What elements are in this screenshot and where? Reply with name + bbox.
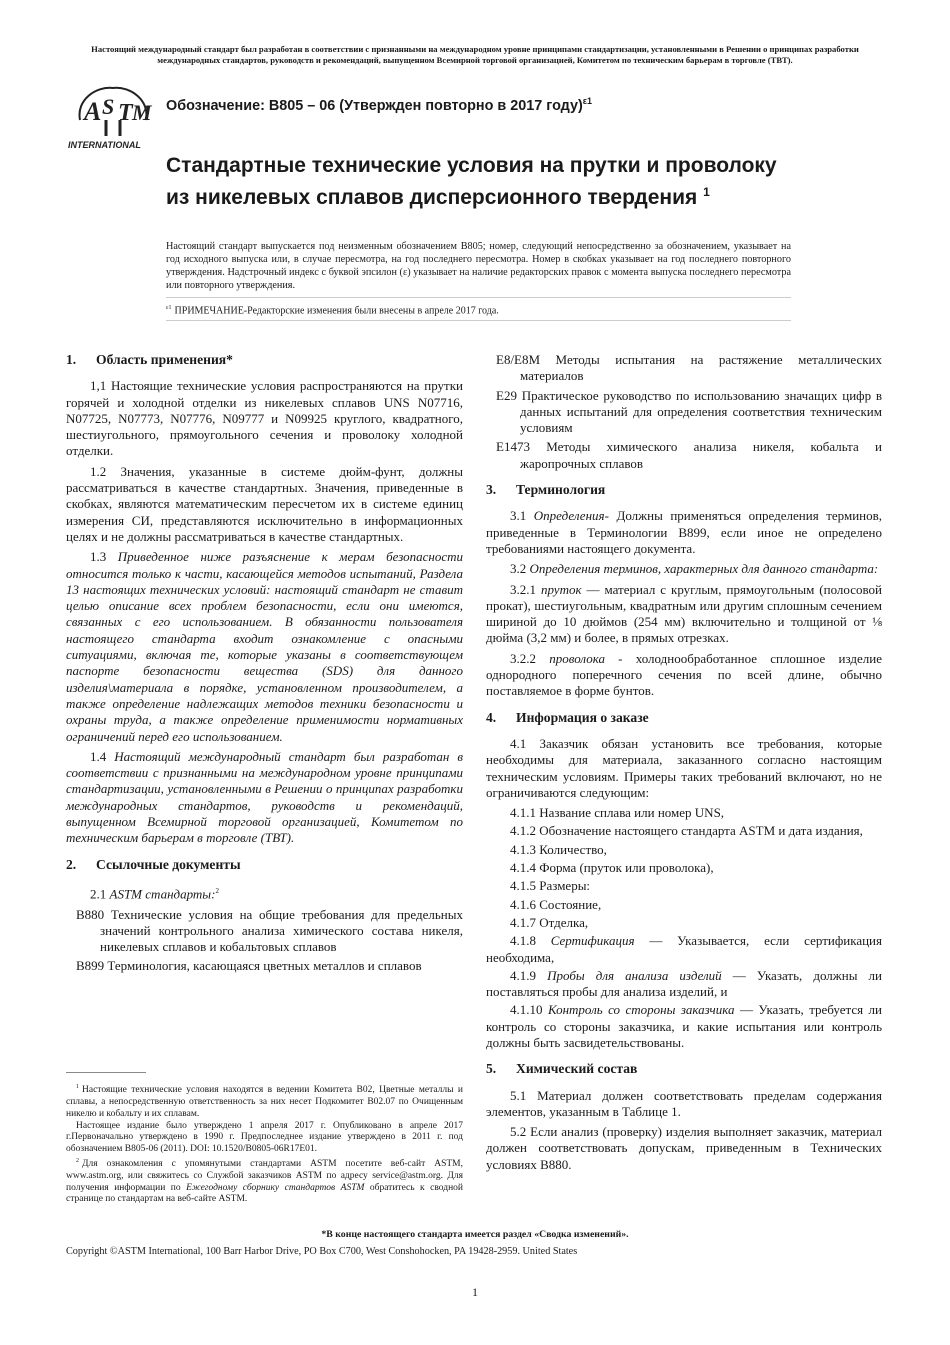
paragraph: 1,1 Настоящие технические условия распространяются на прутки горячей и холодной отделки из никелевых сплавов UNS N07716, N07725, N07773, N07776, N09777 и N09925 круглого, квадратного, шестиугольного, прямоугольного сечения и проволоку холодной отделки.: [66, 378, 463, 459]
reference-item: B880 Технические условия на общие требования для предельных значений контрольного анализа химического состава никеля, никелевых сплавов и кобальтовых сплавов: [76, 906, 463, 955]
list-item: 4.1.7 Отделка,: [510, 914, 589, 930]
svg-text:A: A: [84, 97, 102, 126]
summary-of-changes-note: *В конце настоящего стандарта имеется раздел «Сводка изменений».: [321, 1229, 629, 1240]
list-item: 4.1.6 Состояние,: [510, 896, 602, 912]
list-item: 4.1.4 Форма (пруток или проволока),: [510, 860, 714, 876]
footnote: $^2$ Для ознакомления с упомянутыми стандартами ASTM посетите веб-сайт ASTM, www.astm.org, или свяжитесь со Службой заказчиков ASTM по адресу service@astm.org. Для получения информации по Ежегодному сборнику стандартов ASTM обратитесь к сводной странице по стандартам на веб-сайте ASTM.: [66, 1157, 463, 1205]
footnote-separator: [66, 1072, 146, 1073]
footnotes: [66, 1082, 463, 1206]
paragraph: 3.2.1 пруток — материал с круглым, прямоугольным (полосовой прокат), шестиугольным, квадратным или другим сплошным сечением шириной до 10 дюймов (254 мм) включительно и толщиной от ⅛ дюйма (3,2 мм) и более, в прямых отрезках.: [486, 581, 882, 646]
svg-text:M: M: [132, 100, 152, 125]
list-item: 4.1.3 Количество,: [510, 841, 607, 857]
svg-text:T: T: [118, 100, 133, 126]
reference-item: E1473 Методы химического анализа никеля, кобальта и жаропрочных сплавов: [496, 439, 882, 471]
list-item: 4.1.1 Название сплава или номер UNS,: [510, 805, 725, 821]
reference-item: E29 Практическое руководство по использованию значащих цифр в данных испытаний для определения соответствия техническим условиям: [496, 387, 882, 436]
section-heading: 2. Ссылочные документы: [66, 856, 241, 872]
paragraph: 1.2 Значения, указанные в системе дюйм-фунт, должны рассматриваться в качестве стандартных. Значения, приведенные в скобках, являются математическим пересчетом их в системе единиц измерения СИ, представляются исключительно в информационных целях и не должны рассматриваться в качестве стандартных.: [66, 463, 463, 544]
issuance-statement: Настоящий стандарт выпускается под неизменным обозначением B805; номер, следующий непосредственно за обозначением, указывает на год исходного выпуска или, в случае пересмотра, на год последнего пересмотра. Номер в скобках указывает на год последнего повторного утверждения. Надстрочный индекс с буквой эпсилон (ε) указывает на наличие редакторских правок с момента выпуска последнего пересмотра или повторного утверждения.: [166, 241, 791, 291]
list-item: 4.1.8 Сертификация — Указывается, если сертификация необходима,: [486, 933, 882, 965]
section-heading: 4. Информация о заказе: [486, 709, 649, 725]
paragraph: 3.2 Определения терминов, характерных для данного стандарта:: [510, 561, 879, 577]
designation: Обозначение: B805 – 06 (Утвержден повторно в 2017 году)$^{\varepsilon 1}$: [166, 96, 593, 114]
svg-text:S: S: [102, 94, 115, 119]
astm-logo: [66, 80, 160, 152]
footnote: $^1$ Настоящие технические условия находятся в ведении Комитета B02, Цветные металлы и сплавы, а непосредственную ответственность за них несет Подкомитет B02.07 по Очищенным никелю и кобальту и их сплавам.: [66, 1084, 463, 1119]
right-column: [486, 352, 882, 1177]
top-notice: Настоящий международный стандарт был разработан в соответствии с признанными на международном уровне принципами стандартизации, установленными в Решении о принципах разработки международных стандартов, руководств и рекомендаций, выпущенном Всемирной торговой организацией, Комитетом по техническим барьерам в торговле (ТВТ).: [91, 44, 859, 65]
editorial-note: $^{\varepsilon 1}$ ПРИМЕЧАНИЕ-Редакторские изменения были внесены в апреле 2017 года.: [166, 297, 791, 321]
list-item: 4.1.5 Размеры:: [510, 878, 591, 894]
left-column: [66, 352, 463, 978]
section-heading: 5. Химический состав: [486, 1061, 638, 1077]
paragraph: 3.1 Определения- Должны применяться определения терминов, приведенные в Терминологии B899, если иное не определено требованиями настоящего документа.: [486, 508, 883, 556]
reference-item: E8/E8M Методы испытания на растяжение металлических материалов: [496, 352, 882, 384]
paragraph: 3.2.2 проволока - холоднообработанное сплошное изделие однородного поперечного сечения по всей длине, обычно поставляемое в форме бунтов.: [486, 650, 882, 699]
footnote: Настоящее издание было утверждено 1 апреля 2017 г. Опубликовано в апреле 2017 г.Первоначально утверждено в 1990 г. Предпоследнее издание утверждено в 2011 г. под обозначением B805-06 (2011). DOI: 10.1520/B0805-06R17E01.: [66, 1120, 463, 1155]
paragraph: 1.3 Приведенное ниже разъяснение к мерам безопасности относится только к части, касающейся методов испытаний, Раздела 13 настоящих технических условий: настоящий стандарт не ставит целью описание всех проблем безопасности, если они имеются, связанных с его использованием. В обязанности пользователя настоящего стандарта входит ознакомление с опасными ситуациями, включая те, которые указаны в соответствующем паспорте безопасности вещества (SDS) для данного изделия\материала в порядке, установленном производителем, а также определение надлежащих методов техники безопасности и охраны труда, а также определение применимости нормативных ограничений перед его использованием.: [66, 549, 463, 744]
paragraph: 5.2 Если анализ (проверку) изделия выполняет заказчик, материал должен соответствовать допускам, приведенным в Технических условиях B880.: [486, 1124, 882, 1172]
list-item: 4.1.2 Обозначение настоящего стандарта ASTM и дата издания,: [510, 823, 863, 839]
list-item: 4.1.10 Контроль со стороны заказчика — Указать, требуется ли контроль со стороны заказчика, и какие испытания или контроль должны быть засвидетельствованы.: [486, 1002, 882, 1050]
section-heading: 1. Область применения*: [66, 352, 233, 367]
document-title: Стандартные технические условия на прутки и проволоку из никелевых сплавов дисперсионного твердения $^1$: [166, 154, 777, 209]
reference-item: B899 Терминология, касающаяся цветных металлов и сплавов: [76, 958, 422, 974]
paragraph: 4.1 Заказчик обязан установить все требования, которые необходимы для материала, заказанного согласно настоящим техническим условиям. Примеры таких требований включают, но не ограничиваются следующим:: [486, 735, 882, 800]
paragraph: 5.1 Материал должен соответствовать пределам содержания элементов, указанным в Таблице 1.: [486, 1087, 882, 1119]
paragraph: 2.1 ASTM стандарты:$^2$: [90, 886, 219, 902]
copyright: Copyright ©ASTM International, 100 Barr Harbor Drive, PO Box C700, West Conshohocken, PA 19428-2959. United States: [66, 1246, 578, 1257]
list-item: 4.1.9 Пробы для анализа изделий — Указать, должны ли поставляться пробы для анализа изделий, и: [486, 967, 882, 1000]
paragraph: 1.4 Настоящий международный стандарт был разработан в соответствии с признанными на международном уровне принципами стандартизации, установленными в Решении о принципах разработки международных стандартов, руководств и рекомендаций, выпущенном Всемирной торговой организацией, Комитетом по техническим барьерам в торговле (ТВТ).: [66, 748, 464, 846]
section-heading: 3. Терминология: [486, 482, 606, 498]
logo-text: INTERNATIONAL: [68, 140, 141, 150]
page-number: 1: [472, 1285, 478, 1299]
